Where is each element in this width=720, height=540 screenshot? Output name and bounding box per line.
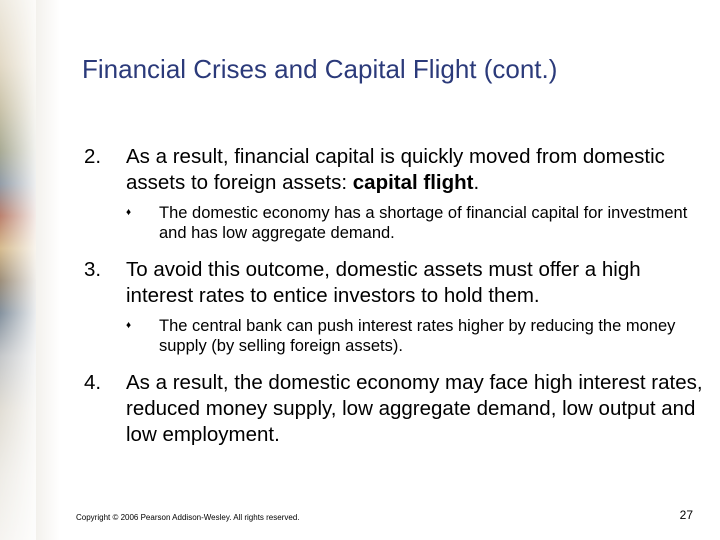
list-item-4 [84, 370, 706, 448]
text-segment: As a result, financial capital is quickly moved from domestic assets to foreign assets: [126, 145, 665, 194]
slide-title: Financial Crises and Capital Flight (cont.) [82, 54, 558, 84]
list-item-2 [84, 144, 706, 196]
copyright-footer: Copyright © 2006 Pearson Addison-Wesley. All rights reserved. [76, 513, 300, 522]
list-item-3 [84, 257, 706, 309]
text-segment: . [473, 171, 480, 194]
bold-term: capital flight [352, 171, 474, 194]
sub-bullet-2 [124, 203, 699, 243]
list-item-text [126, 144, 706, 196]
list-number: 3. [84, 258, 102, 281]
sub-bullet-text: The central bank can push interest rates higher by reducing the money supply (by selling foreign assets). [159, 317, 676, 355]
diamond-bullet-icon: ♦ [126, 207, 132, 218]
diamond-bullet-icon: ♦ [126, 320, 132, 331]
sub-bullet-3 [124, 316, 699, 356]
list-number: 2. [84, 145, 102, 168]
page-number: 27 [679, 508, 693, 522]
sub-bullet-text: The domestic economy has a shortage of financial capital for investment and has low aggregate demand. [159, 204, 688, 242]
side-image-fade [36, 0, 60, 540]
list-item-text: To avoid this outcome, domestic assets must offer a high interest rates to entice investors to hold them. [126, 258, 641, 307]
list-number: 4. [84, 371, 102, 394]
decorative-side-image [0, 0, 36, 540]
list-item-text: As a result, the domestic economy may face high interest rates, reduced money supply, low aggregate demand, low output and low employment. [126, 371, 703, 446]
